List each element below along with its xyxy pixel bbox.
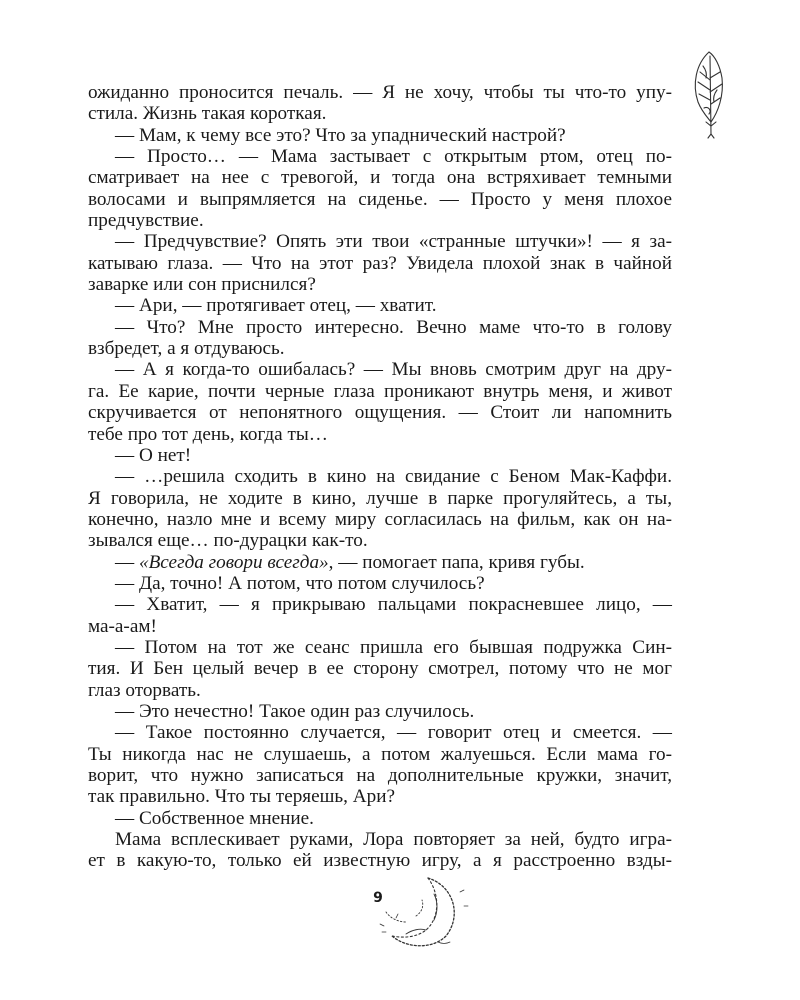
text-line: катываю глаза. — Что на этот раз? Увидела плохой знак в чайной <box>88 252 672 274</box>
feather-ornament-icon <box>684 48 734 140</box>
text-line: — О нет! <box>115 444 192 466</box>
text-line: — …решила сходить в кино на свидание с Беном Мак-Каффи. <box>115 466 672 488</box>
text-line: ворит, что нужно записаться на дополнительные кружки, значит, <box>88 765 672 786</box>
text-line: — А я когда-то ошибалась? — Мы вновь смотрим друг на дру- <box>115 359 672 381</box>
text-line: ма-а-ам! <box>88 615 157 637</box>
text-fragment: , — помогает папа, кривя губы. <box>328 551 585 573</box>
text-line: предчувствие. <box>88 210 204 232</box>
text-line: — Это нечестно! Такое один раз случилось. <box>115 700 475 722</box>
text-line: конечно, назло мне и всему миру согласилась на фильм, как он на- <box>88 508 672 530</box>
text-line: — Предчувствие? Опять эти твои «странные штучки»! — я за- <box>115 231 672 253</box>
text-line: тия. И Бен целый вечер в ее сторону смотрел, потому что не мог <box>88 658 672 680</box>
text-line: глаз оторвать. <box>88 679 201 701</box>
page-number: 9 <box>373 890 383 906</box>
text-line <box>88 552 672 573</box>
text-line: тебе про тот день, когда ты… <box>88 423 328 445</box>
text-line: волосами и выпрямляется на сиденье. — Просто у меня плохое <box>88 188 672 210</box>
text-line: зывался еще… по-дурацки как-то. <box>88 530 368 552</box>
text-line: ет в какую-то, только ей известную игру, а я расстроенно взды- <box>88 850 672 872</box>
text-line: стила. Жизнь такая короткая. <box>88 103 327 125</box>
text-line: сматривает на нее с тревогой, и тогда она встряхивает темными <box>88 167 672 189</box>
text-line: скручивается от непонятного ощущения. — Стоит ли напомнить <box>88 402 672 424</box>
text-line: — Ари, — протягивает отец, — хватит. <box>115 295 437 317</box>
text-dash: — <box>115 551 139 573</box>
text-line: взбредет, а я отдуваюсь. <box>88 338 285 360</box>
film-title: «Всегда говори всегда» <box>138 551 329 573</box>
text-line: — Собственное мнение. <box>115 807 314 829</box>
text-line: Ты никогда нас не слушаешь, а потом жалуешься. Если мама го- <box>88 743 672 765</box>
text-line: — Мам, к чему все это? Что за упаднический настрой? <box>115 124 566 146</box>
text-line: — Хватит, — я прикрываю пальцами покрасневшее лицо, — <box>115 594 672 616</box>
text-line: так правильно. Что ты теряешь, Ари? <box>88 786 395 808</box>
text-line: Я говорила, не ходите в кино, лучше в парке прогуляйтесь, а ты, <box>88 487 672 509</box>
text-line: — Просто… — Мама застывает с открытым ртом, отец по- <box>115 146 672 168</box>
crescent-moon-ornament-icon <box>376 872 472 952</box>
text-line: — Что? Мне просто интересно. Вечно маме что-то в голову <box>115 316 672 338</box>
text-line: — Да, точно! А потом, что потом случилось? <box>115 572 485 594</box>
text-line: — Потом на тот же сеанс пришла его бывшая подружка Син- <box>115 636 672 658</box>
text-line: га. Ее карие, почти черные глаза проникают внутрь меня, и живот <box>88 380 672 402</box>
text-line: ожиданно проносится печаль. — Я не хочу, чтобы ты что-то упу- <box>88 82 672 103</box>
text-line: — Такое постоянно случается, — говорит отец и смеется. — <box>115 722 672 744</box>
text-line: Мама всплескивает руками, Лора повторяет за ней, будто игра- <box>115 829 672 851</box>
text-line: заварке или сон приснился? <box>88 274 316 296</box>
page-text <box>88 82 672 872</box>
